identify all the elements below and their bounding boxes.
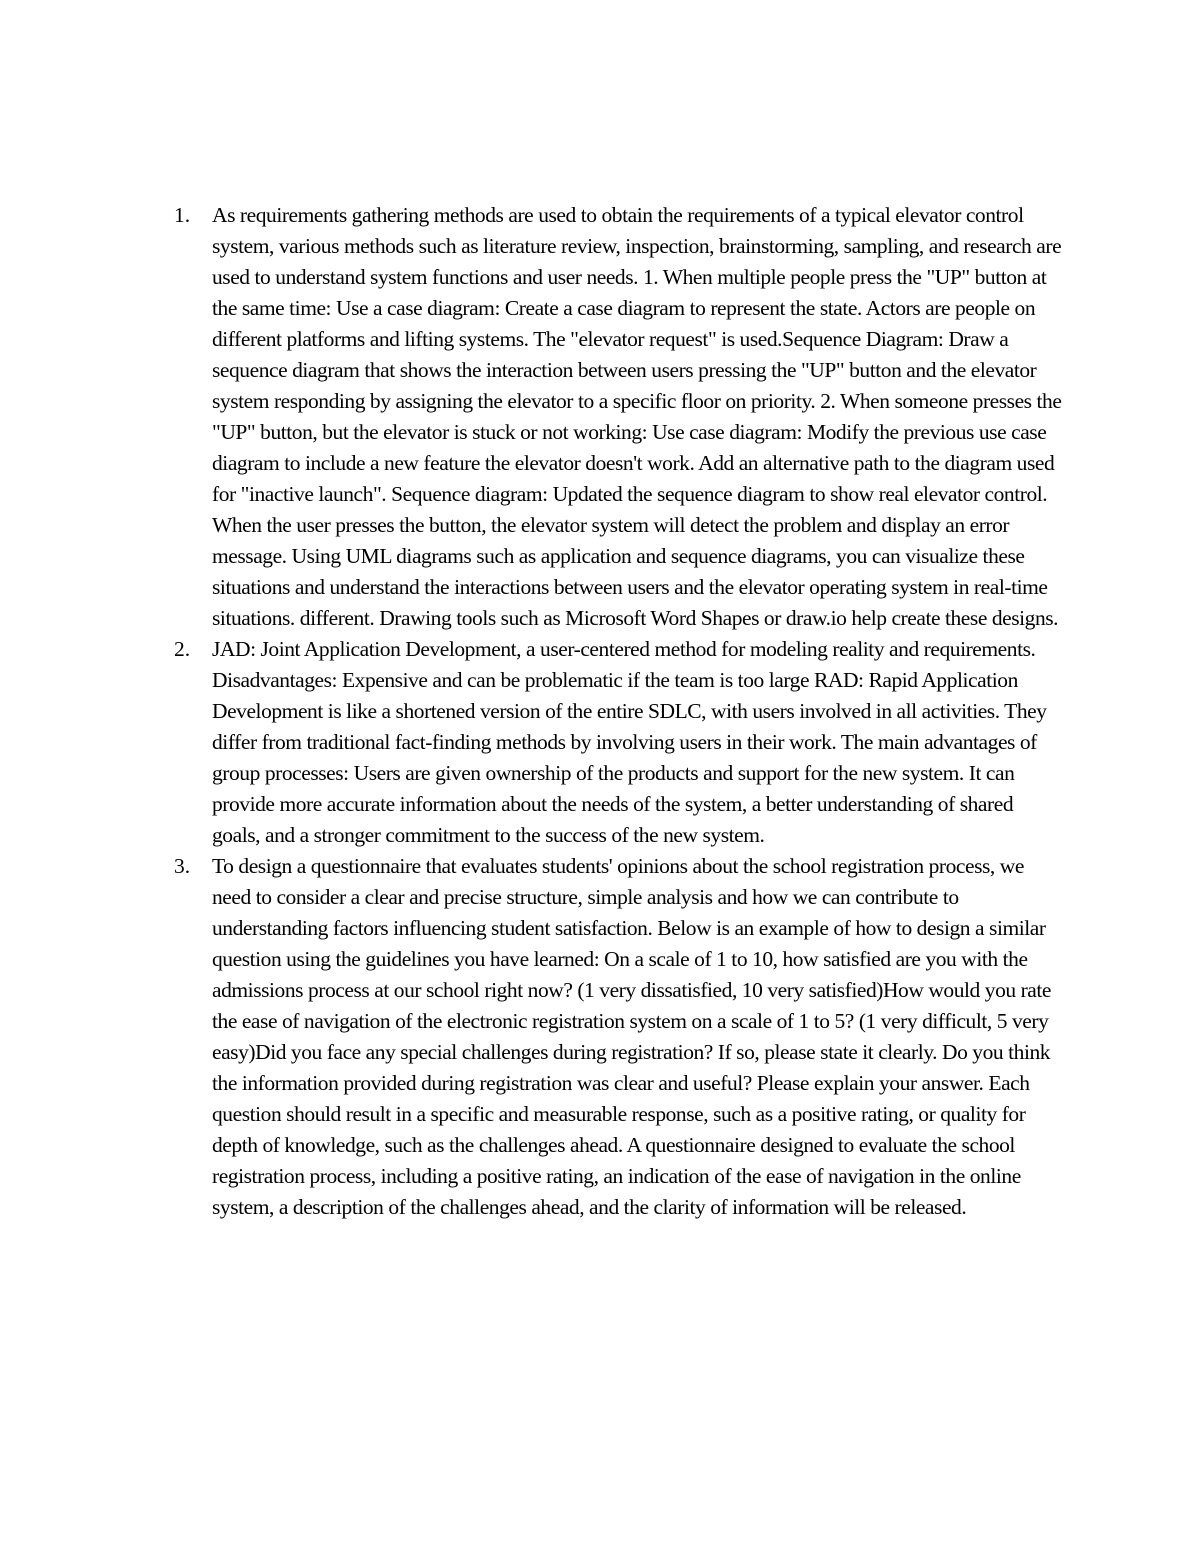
list-item — [174, 851, 1064, 1223]
list-item-text: As requirements gathering methods are used to obtain the requirements of a typical elevator control system, various methods such as literature review, inspection, brainstorming, sampling, and research are used to understand system functions and user needs. 1. When multiple people press the "UP" button at the same time: Use a case diagram: Create a case diagram to represent the state. Actors are people on different platforms and lifting systems. The "elevator request" is used.Sequence Diagram: Draw a sequence diagram that shows the interaction between users pressing the "UP" button and the elevator system responding by assigning the elevator to a specific floor on priority. 2. When someone presses the "UP" button, but the elevator is stuck or not working: Use case diagram: Modify the previous use case diagram to include a new feature the elevator doesn't work. Add an alternative path to the diagram used for "inactive launch". Sequence diagram: Updated the sequence diagram to show real elevator control. When the user presses the button, the elevator system will detect the problem and display an error message. Using UML diagrams such as application and sequence diagrams, you can visualize these situations and understand the interactions between users and the elevator operating system in real-time situations. different. Drawing tools such as Microsoft Word Shapes or draw.io help create these designs. — [212, 203, 1062, 630]
list-item-number: 3. — [174, 854, 191, 878]
list-item — [174, 634, 1064, 851]
list-item-number: 1. — [174, 203, 191, 227]
list-item-text: JAD: Joint Application Development, a user-centered method for modeling reality and requirements. Disadvantages: Expensive and can be problematic if the team is too large RAD: Rapid Application Development is like a shortened version of the entire SDLC, with users involved in all activities. They differ from traditional fact-finding methods by involving users in their work. The main advantages of group processes: Users are given ownership of the products and support for the new system. It can provide more accurate information about the needs of the system, a better understanding of shared goals, and a stronger commitment to the success of the new system. — [212, 637, 1047, 847]
numbered-list — [174, 200, 1064, 1223]
list-item — [174, 200, 1064, 634]
list-item-text: To design a questionnaire that evaluates students' opinions about the school registration process, we need to consider a clear and precise structure, simple analysis and how we can contribute to understanding factors influencing student satisfaction. Below is an example of how to design a similar question using the guidelines you have learned: On a scale of 1 to 10, how satisfied are you with the admissions process at our school right now? (1 very dissatisfied, 10 very satisfied)How would you rate the ease of navigation of the electronic registration system on a scale of 1 to 5? (1 very difficult, 5 very easy)Did you face any special challenges during registration? If so, please state it clearly. Do you think the information provided during registration was clear and useful? Please explain your answer. Each question should result in a specific and measurable response, such as a positive rating, or quality for depth of knowledge, such as the challenges ahead. A questionnaire designed to evaluate the school registration process, including a positive rating, an indication of the ease of navigation in the online system, a description of the challenges ahead, and the clarity of information will be released. — [212, 854, 1052, 1219]
list-item-number: 2. — [174, 637, 191, 661]
